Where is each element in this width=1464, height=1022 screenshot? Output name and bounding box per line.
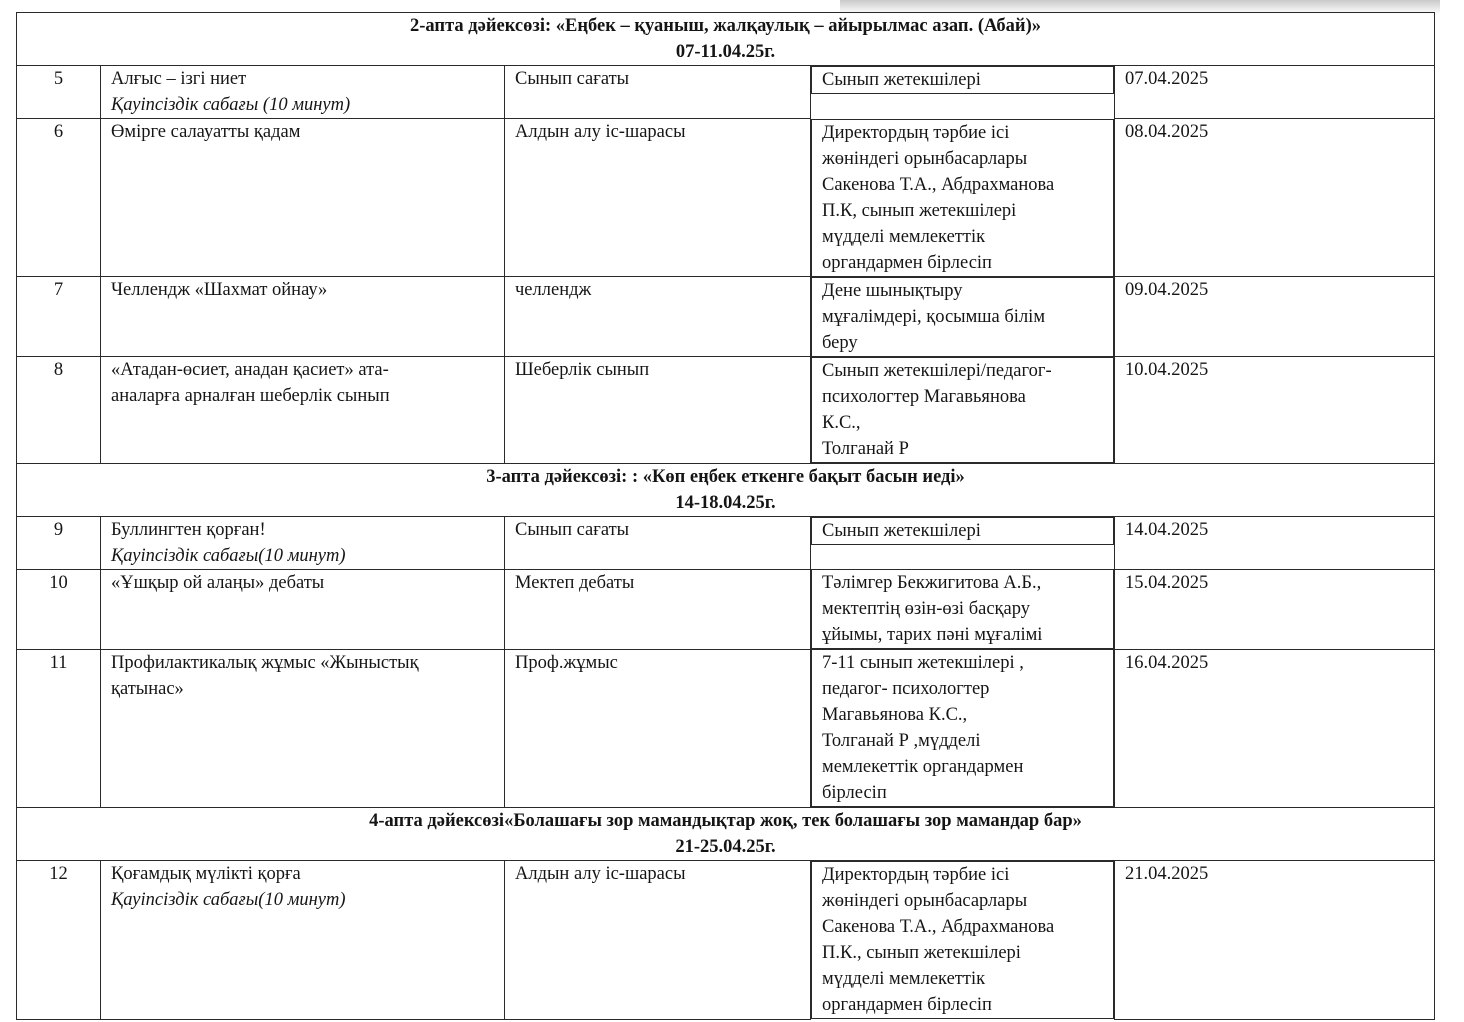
event-cell — [101, 861, 505, 1020]
responsible-cell: Сынып жетекшілері — [811, 517, 1114, 545]
event-title: Өмірге салауатты қадам — [111, 122, 301, 142]
date-cell: 14.04.2025 — [1115, 516, 1435, 569]
week-header-row — [17, 463, 1435, 516]
event-title: Буллингтен қорған! — [111, 519, 266, 540]
date-cell: 08.04.2025 — [1115, 119, 1435, 277]
event-cell — [101, 569, 505, 649]
responsible-cell: Директордың тәрбие ісі жөніндегі орынбасарлары Сакенова Т.А., Абдрахманова П.К., сынып жетекшілері мүдделі мемлекеттік органдармен бірлесіп — [811, 861, 1114, 1019]
responsible-cell: Тәлімгер Бекжигитова А.Б., мектептің өзін-өзі басқару ұйымы, тарих пәні мұғалімі — [811, 569, 1114, 649]
week-dates: 21-25.04.25г. — [675, 837, 776, 857]
date-cell: 15.04.2025 — [1115, 569, 1435, 649]
responsible-cell: Сынып жетекшілері — [811, 66, 1114, 94]
date-cell: 16.04.2025 — [1115, 649, 1435, 808]
event-title: Профилактикалық жұмыс «Жыныстық қатынас» — [111, 652, 419, 699]
week-header-row — [17, 808, 1435, 861]
event-type: челлендж — [505, 277, 811, 357]
event-cell — [101, 66, 505, 119]
event-type: Шеберлік сынып — [505, 357, 811, 464]
table-row — [17, 516, 1435, 569]
date-cell: 21.04.2025 — [1115, 861, 1435, 1020]
event-cell — [101, 516, 505, 569]
date-cell: 09.04.2025 — [1115, 277, 1435, 357]
event-type: Алдын алу іс-шарасы — [505, 861, 811, 1020]
table-row — [17, 649, 1435, 808]
event-plan-table — [16, 12, 1435, 1020]
event-type: Проф.жұмыс — [505, 649, 811, 808]
row-number: 6 — [17, 119, 101, 277]
date-cell: 10.04.2025 — [1115, 357, 1435, 464]
event-type: Алдын алу іс-шарасы — [505, 119, 811, 277]
event-note: Қауіпсіздік сабағы (10 минут) — [111, 95, 351, 115]
event-cell — [101, 649, 505, 808]
responsible-cell: Сынып жетекшілері/педагог- психологтер Магавьянова К.С., Толганай Р — [811, 357, 1114, 463]
event-title: «Атадан-өсиет, анадан қасиет» ата- аналарға арналған шеберлік сынып — [111, 360, 390, 406]
row-number: 11 — [17, 649, 101, 808]
event-title: «Ұшқыр ой алаңы» дебаты — [111, 572, 325, 593]
week-header — [17, 808, 1435, 861]
date-cell: 07.04.2025 — [1115, 66, 1435, 119]
week-motto: 4-апта дәйексөзі«Болашағы зор мамандықтар жоқ, тек болашағы зор мамандар бар» — [369, 811, 1082, 831]
row-number: 9 — [17, 516, 101, 569]
event-cell — [101, 277, 505, 357]
row-number: 12 — [17, 861, 101, 1020]
table-row — [17, 861, 1435, 1020]
responsible-cell: Директордың тәрбие ісі жөніндегі орынбасарлары Сакенова Т.А., Абдрахманова П.К, сынып жетекшілері мүдделі мемлекеттік органдармен бірлесіп — [811, 119, 1114, 277]
responsible-cell: Дене шынықтыру мұғалімдері, қосымша білім беру — [811, 277, 1114, 357]
week-motto: 3-апта дәйексөзі: : «Көп еңбек еткенге бақыт басын иеді» — [486, 466, 965, 487]
table-row — [17, 66, 1435, 119]
event-type: Мектеп дебаты — [505, 569, 811, 649]
event-title: Алғыс – ізгі ниет — [111, 69, 247, 89]
table-row — [17, 569, 1435, 649]
event-type: Сынып сағаты — [505, 66, 811, 119]
week-dates: 07-11.04.25г. — [675, 42, 776, 62]
table-row — [17, 357, 1435, 464]
event-title: Қоғамдық мүлікті қорға — [111, 864, 301, 884]
event-note: Қауіпсіздік сабағы(10 минут) — [111, 545, 346, 566]
responsible-cell: 7-11 сынып жетекшілері , педагог- психологтер Магавьянова К.С., Толганай Р ,мүдделі мемлекеттік органдармен бірлесіп — [811, 649, 1114, 807]
row-number: 8 — [17, 357, 101, 464]
table-row — [17, 119, 1435, 277]
row-number: 7 — [17, 277, 101, 357]
week-header-row — [17, 13, 1435, 66]
table-row — [17, 277, 1435, 357]
event-note: Қауіпсіздік сабағы(10 минут) — [111, 890, 346, 910]
event-cell — [101, 119, 505, 277]
row-number: 10 — [17, 569, 101, 649]
event-type: Сынып сағаты — [505, 516, 811, 569]
week-header — [17, 463, 1435, 516]
week-dates: 14-18.04.25г. — [675, 492, 776, 513]
event-title: Челлендж «Шахмат ойнау» — [111, 280, 328, 300]
week-header — [17, 13, 1435, 66]
week-motto: 2-апта дәйексөзі: «Еңбек – қуаныш, жалқаулық – айырылмас азап. (Абай)» — [410, 16, 1041, 36]
row-number: 5 — [17, 66, 101, 119]
event-cell — [101, 357, 505, 464]
